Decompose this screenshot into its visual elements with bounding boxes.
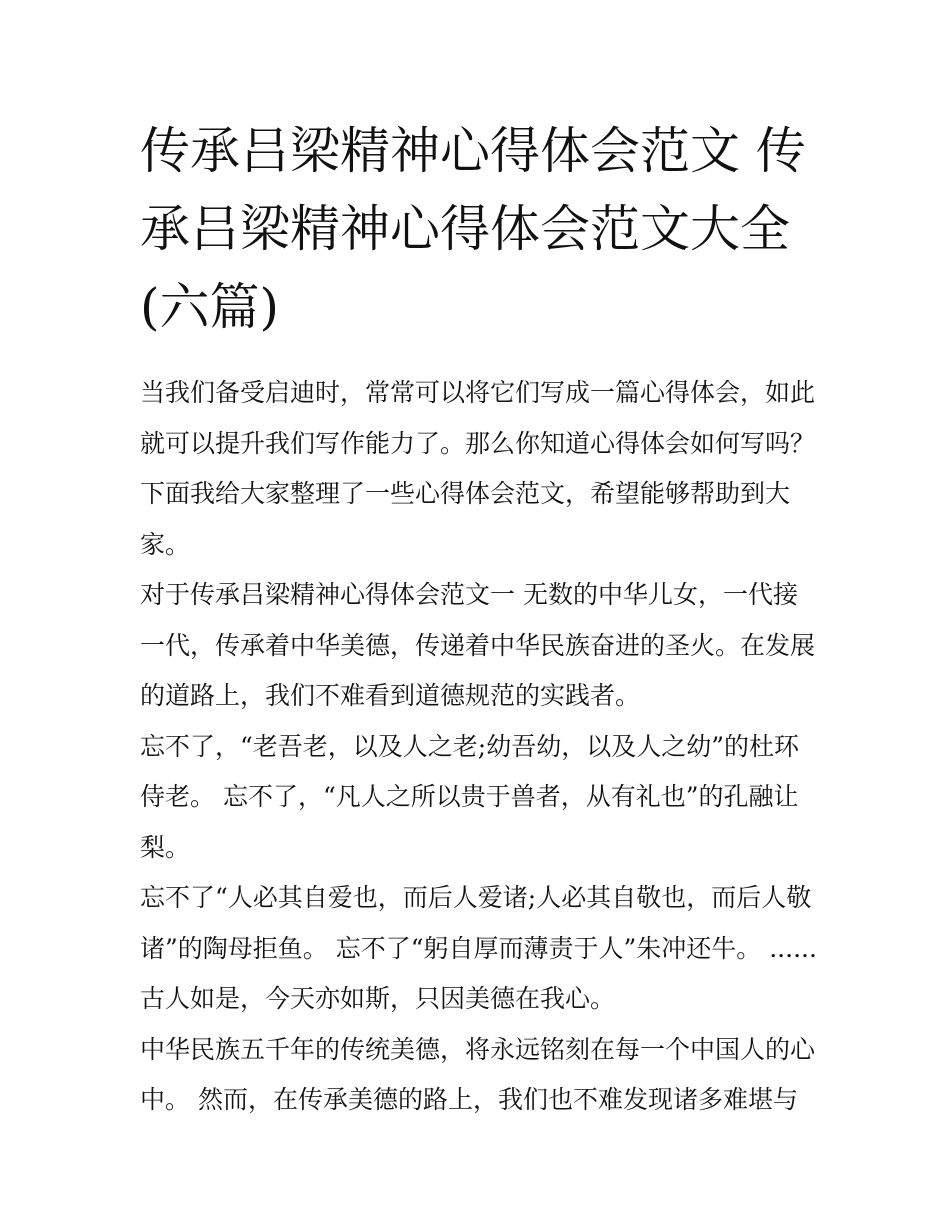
paragraph-traditional-virtues: 中华民族五千年的传统美德，将永远铭刻在每一个中国人的心中。 然而，在传承美德的路上，我们也不难发现诸多难堪与 [140, 1034, 816, 1114]
paragraph-essay-one: 对于传承吕梁精神心得体会范文一 无数的中华儿女，一代接一代，传承着中华美德，传递着中华民族奋进的圣火。在发展的道路上，我们不难看到道德规范的实践者。 [140, 580, 816, 710]
paragraph-tao-mu-zhu-chong: 忘不了“人必其自爱也，而后人爱诸;人必其自敬也，而后人敬诸”的陶母拒鱼。 忘不了“躬自厚而薄责于人”朱冲还牛。 ...... 古人如是，今天亦如斯，只因美德在我心。 [140, 883, 817, 1013]
document-title: 传承吕梁精神心得体会范文 传承吕梁精神心得体会范文大全(六篇) [140, 122, 806, 336]
document-content [140, 112, 820, 1126]
paragraph-du-huan-kong-rong: 忘不了，“老吾老，以及人之老;幼吾幼，以及人之幼”的杜环侍老。 忘不了，“凡人之所以贵于兽者，从有礼也”的孔融让梨。 [140, 731, 799, 862]
paragraph-intro: 当我们备受启迪时，常常可以将它们写成一篇心得体会，如此就可以提升我们写作能力了。那么你知道心得体会如何写吗？下面我给大家整理了一些心得体会范文，希望能够帮助到大家。 [140, 378, 816, 559]
